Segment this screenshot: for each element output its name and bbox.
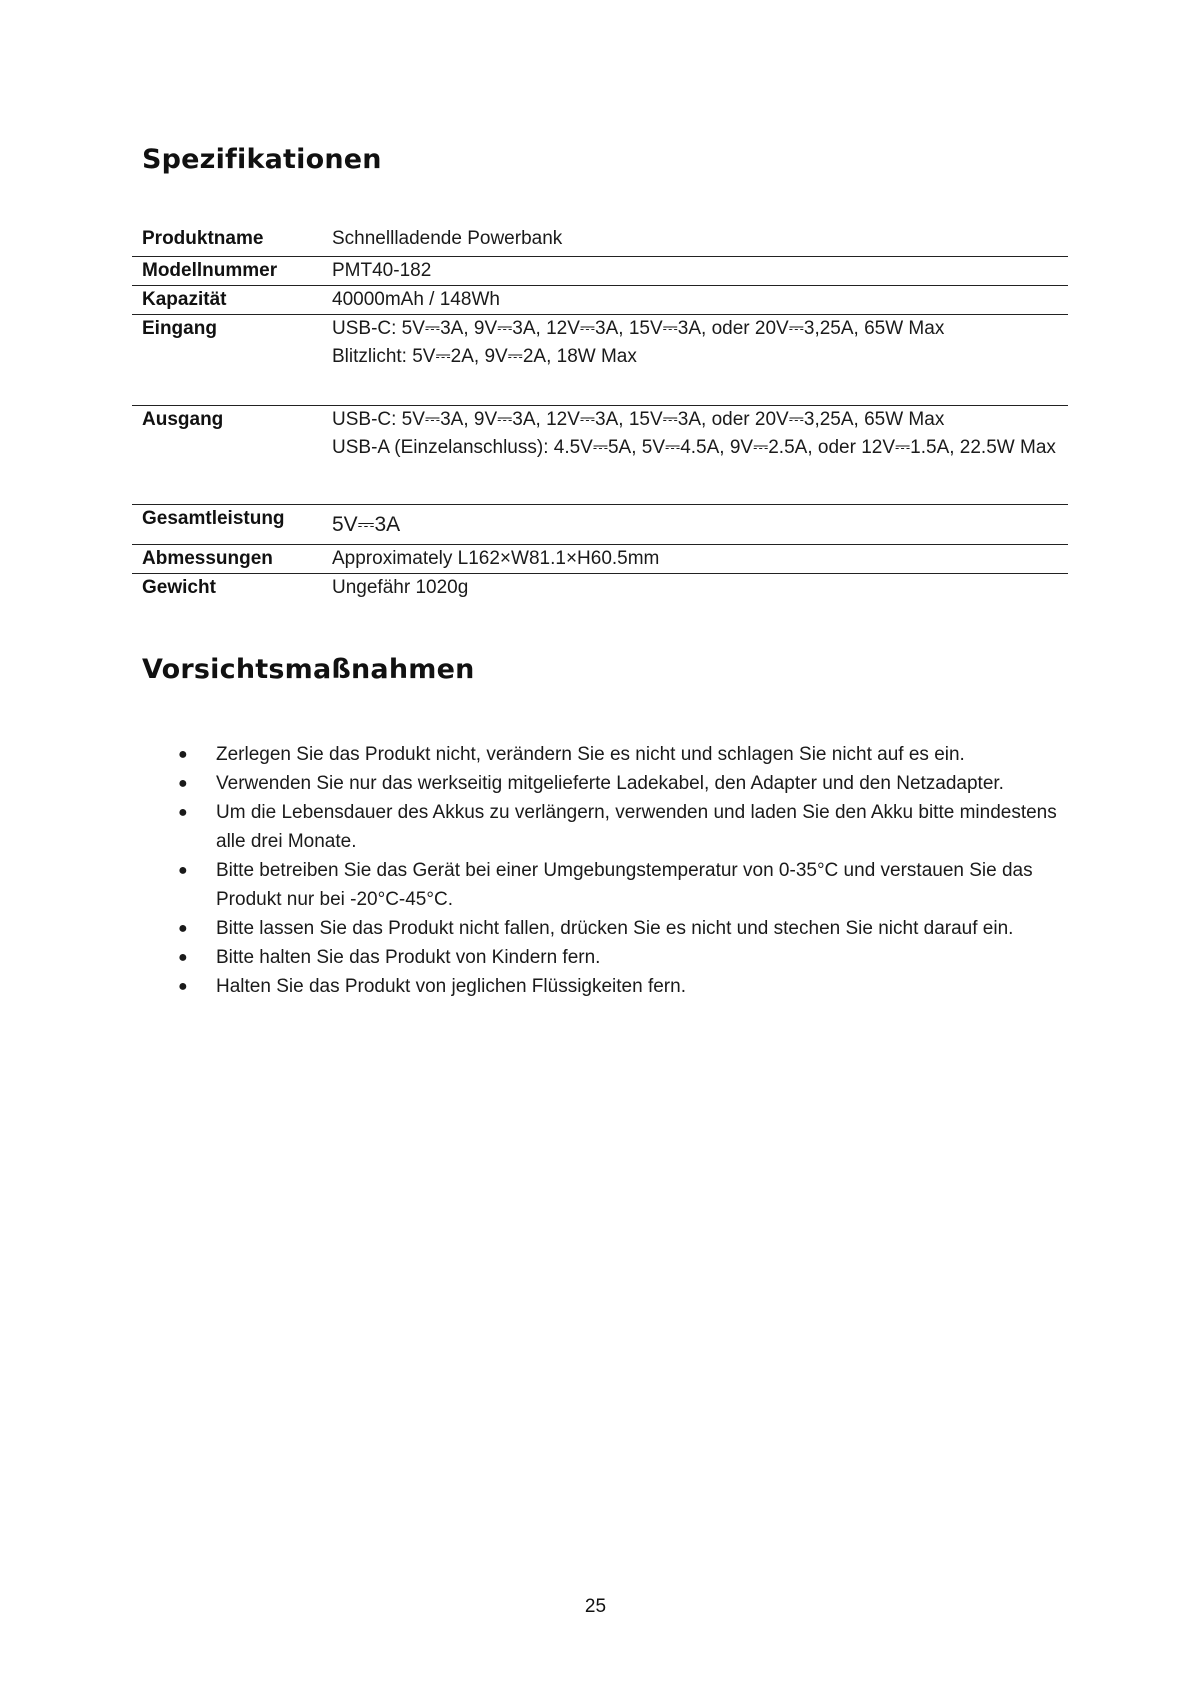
bullet-icon: ● (178, 775, 188, 792)
spec-key: Abmessungen (142, 548, 273, 569)
bullet-icon: ● (178, 949, 188, 966)
list-item (178, 914, 1058, 943)
spec-value (332, 286, 1068, 314)
precautions-heading: Vorsichtsmaßnahmen (142, 654, 475, 685)
list-item-text: Bitte betreiben Sie das Gerät bei einer Umgebungstemperatur von 0-35°C und verstauen Sie das Produkt nur bei -20°C-45°C. (216, 860, 1033, 910)
spec-key: Kapazität (142, 289, 227, 310)
list-item (178, 856, 1058, 914)
list-item-text: Bitte lassen Sie das Produkt nicht fallen, drücken Sie es nicht und stechen Sie nicht darauf ein. (216, 918, 1014, 939)
bullet-icon: ● (178, 746, 188, 763)
spec-value-line: Approximately L162×W81.1×H60.5mm (332, 548, 660, 569)
spec-key: Gewicht (142, 577, 216, 598)
list-item-text: Um die Lebensdauer des Akkus zu verlängern, verwenden und laden Sie den Akku bitte mindestens alle drei Monate. (216, 802, 1057, 852)
spec-value (332, 315, 1068, 405)
spec-row-total-output (132, 505, 1068, 545)
spec-value (332, 225, 1068, 256)
list-item (178, 740, 1058, 769)
list-item (178, 972, 1058, 1001)
spec-value-line: USB-A (Einzelanschluss): 4.5V⎓5A, 5V⎓4.5A, 9V⎓2.5A, oder 12V⎓1.5A, 22.5W Max (332, 437, 1056, 458)
list-item-text: Verwenden Sie nur das werkseitig mitgelieferte Ladekabel, den Adapter und den Netzadapter. (216, 773, 1004, 794)
bullet-icon: ● (178, 862, 188, 879)
spec-row-product-name (132, 225, 1068, 257)
page-number: 25 (584, 1596, 607, 1617)
list-item (178, 798, 1058, 856)
spec-heading: Spezifikationen (142, 144, 382, 175)
list-item-text: Zerlegen Sie das Produkt nicht, verändern Sie es nicht und schlagen Sie nicht auf es ein. (216, 744, 965, 765)
spec-table (132, 225, 1068, 603)
spec-key: Eingang (142, 318, 217, 339)
list-item-text: Halten Sie das Produkt von jeglichen Flüssigkeiten fern. (216, 976, 686, 997)
spec-value (332, 257, 1068, 285)
spec-row-input (132, 315, 1068, 406)
list-item (178, 769, 1058, 798)
precautions-list (178, 740, 1058, 1001)
spec-key: Gesamtleistung (142, 508, 285, 529)
spec-value-line: USB-C: 5V⎓3A, 9V⎓3A, 12V⎓3A, 15V⎓3A, oder 20V⎓3,25A, 65W Max (332, 318, 945, 339)
spec-key: Produktname (142, 228, 264, 249)
spec-key: Ausgang (142, 409, 224, 430)
spec-row-output (132, 406, 1068, 505)
spec-value (332, 406, 1068, 504)
spec-value-line: Blitzlicht: 5V⎓2A, 9V⎓2A, 18W Max (332, 346, 637, 367)
spec-row-dimensions (132, 545, 1068, 574)
spec-value-line: 5V⎓3A (332, 513, 401, 536)
bullet-icon: ● (178, 920, 188, 937)
spec-value (332, 505, 1068, 544)
spec-value-line: USB-C: 5V⎓3A, 9V⎓3A, 12V⎓3A, 15V⎓3A, oder 20V⎓3,25A, 65W Max (332, 409, 945, 430)
spec-value (332, 574, 1068, 603)
spec-value (332, 545, 1068, 573)
spec-value-line: Schnellladende Powerbank (332, 228, 563, 249)
spec-row-weight (132, 574, 1068, 603)
list-item (178, 943, 1058, 972)
bullet-icon: ● (178, 804, 188, 821)
bullet-icon: ● (178, 978, 188, 995)
spec-value-line: PMT40-182 (332, 260, 432, 281)
spec-row-model-number (132, 257, 1068, 286)
spec-row-capacity (132, 286, 1068, 315)
spec-key: Modellnummer (142, 260, 278, 281)
spec-value-line: Ungefähr 1020g (332, 577, 469, 598)
list-item-text: Bitte halten Sie das Produkt von Kindern fern. (216, 947, 601, 968)
spec-value-line: 40000mAh / 148Wh (332, 289, 500, 310)
